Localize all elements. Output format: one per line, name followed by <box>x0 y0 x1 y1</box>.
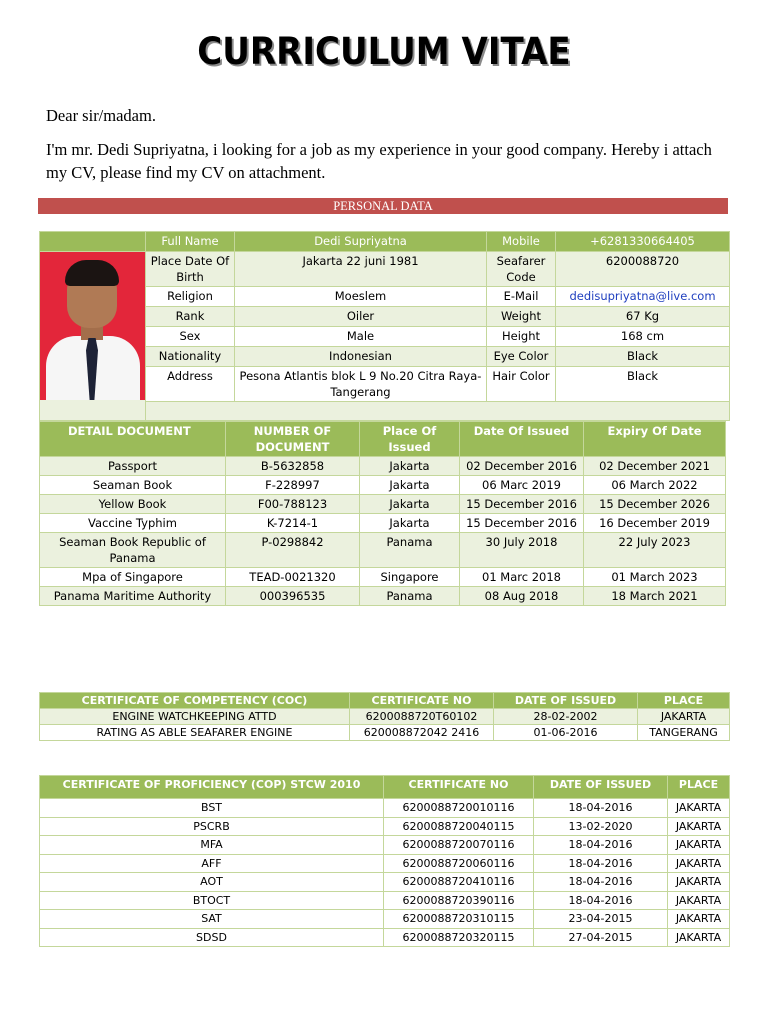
doc-expiry: 16 December 2019 <box>584 514 726 533</box>
table-row <box>40 587 726 606</box>
coc-header-date: DATE OF ISSUED <box>494 693 638 709</box>
doc-name: Seaman Book Republic of Panama <box>40 533 226 568</box>
table-row <box>40 709 730 725</box>
doc-header-detail: DETAIL DOCUMENT <box>40 422 226 457</box>
rank-label: Rank <box>146 307 235 327</box>
doc-place: Jakarta <box>360 495 460 514</box>
spacer-row <box>146 402 730 421</box>
cop-date: 18-04-2016 <box>534 836 668 855</box>
doc-header-place: Place Of Issued <box>360 422 460 457</box>
height-value: 168 cm <box>556 327 730 347</box>
seafarer-code-label: Seafarer Code <box>487 252 556 287</box>
doc-place: Panama <box>360 533 460 568</box>
doc-header-number: NUMBER OF DOCUMENT <box>226 422 360 457</box>
coc-header-number: CERTIFICATE NO <box>350 693 494 709</box>
doc-header-date: Date Of Issued <box>460 422 584 457</box>
cop-number: 6200088720070116 <box>384 836 534 855</box>
table-row <box>40 873 730 892</box>
coc-number: 620008872042 2416 <box>350 725 494 741</box>
address-label: Address <box>146 367 235 402</box>
cop-name: BTOCT <box>40 891 384 910</box>
cop-place: JAKARTA <box>668 928 730 947</box>
cop-place: JAKARTA <box>668 910 730 929</box>
cop-name: AFF <box>40 854 384 873</box>
doc-date: 01 Marc 2018 <box>460 568 584 587</box>
table-row <box>40 514 726 533</box>
cop-date: 18-04-2016 <box>534 854 668 873</box>
coc-place: TANGERANG <box>638 725 730 741</box>
cop-date: 18-04-2016 <box>534 873 668 892</box>
sex-value: Male <box>235 327 487 347</box>
doc-number: B-5632858 <box>226 457 360 476</box>
cop-name: SAT <box>40 910 384 929</box>
religion-value: Moeslem <box>235 287 487 307</box>
full-name-value: Dedi Supriyatna <box>235 232 487 252</box>
cop-header-name: CERTIFICATE OF PROFICIENCY (COP) STCW 2010 <box>40 776 384 799</box>
eye-color-label: Eye Color <box>487 347 556 367</box>
coc-date: 01-06-2016 <box>494 725 638 741</box>
cop-name: MFA <box>40 836 384 855</box>
doc-date: 06 Marc 2019 <box>460 476 584 495</box>
cop-name: SDSD <box>40 928 384 947</box>
coc-name: ENGINE WATCHKEEPING ATTD <box>40 709 350 725</box>
cop-name: BST <box>40 799 384 818</box>
full-name-label: Full Name <box>146 232 235 252</box>
cop-place: JAKARTA <box>668 891 730 910</box>
doc-name: Mpa of Singapore <box>40 568 226 587</box>
mobile-label: Mobile <box>487 232 556 252</box>
coc-name: RATING AS ABLE SEAFARER ENGINE <box>40 725 350 741</box>
cop-number: 6200088720060116 <box>384 854 534 873</box>
doc-place: Singapore <box>360 568 460 587</box>
cop-name: AOT <box>40 873 384 892</box>
email-label: E-Mail <box>487 287 556 307</box>
doc-header-expiry: Expiry Of Date <box>584 422 726 457</box>
table-row <box>40 457 726 476</box>
eye-color-value: Black <box>556 347 730 367</box>
doc-expiry: 02 December 2021 <box>584 457 726 476</box>
doc-name: Yellow Book <box>40 495 226 514</box>
address-value: Pesona Atlantis blok L 9 No.20 Citra Raya-Tangerang <box>235 367 487 402</box>
cop-place: JAKARTA <box>668 854 730 873</box>
hair-color-label: Hair Color <box>487 367 556 402</box>
birth-value: Jakarta 22 juni 1981 <box>235 252 487 287</box>
table-row <box>40 533 726 568</box>
coc-date: 28-02-2002 <box>494 709 638 725</box>
coc-place: JAKARTA <box>638 709 730 725</box>
cop-number: 6200088720310115 <box>384 910 534 929</box>
cop-number: 6200088720040115 <box>384 817 534 836</box>
nationality-label: Nationality <box>146 347 235 367</box>
table-row <box>40 495 726 514</box>
cop-header-number: CERTIFICATE NO <box>384 776 534 799</box>
doc-date: 30 July 2018 <box>460 533 584 568</box>
height-label: Height <box>487 327 556 347</box>
religion-label: Religion <box>146 287 235 307</box>
doc-name: Passport <box>40 457 226 476</box>
cop-header-place: PLACE <box>668 776 730 799</box>
cop-number: 6200088720320115 <box>384 928 534 947</box>
letter-intro: I'm mr. Dedi Supriyatna, i looking for a job as my experience in your good company. Hereby i attach my CV, please find my CV on attachment. <box>46 140 712 182</box>
doc-name: Seaman Book <box>40 476 226 495</box>
seafarer-code-value: 6200088720 <box>556 252 730 287</box>
doc-number: P-0298842 <box>226 533 360 568</box>
profile-photo <box>40 252 146 400</box>
page-title: CURRICULUM VITAE <box>197 30 571 73</box>
table-row <box>40 910 730 929</box>
sex-label: Sex <box>146 327 235 347</box>
doc-date: 02 December 2016 <box>460 457 584 476</box>
table-row <box>40 817 730 836</box>
cop-number: 6200088720010116 <box>384 799 534 818</box>
coc-number: 6200088720T60102 <box>350 709 494 725</box>
hair-color-value: Black <box>556 367 730 402</box>
mobile-value: +6281330664405 <box>556 232 730 252</box>
doc-number: F-228997 <box>226 476 360 495</box>
cop-number: 6200088720390116 <box>384 891 534 910</box>
documents-table <box>39 421 726 606</box>
coc-header-name: CERTIFICATE OF COMPETENCY (COC) <box>40 693 350 709</box>
cop-date: 18-04-2016 <box>534 891 668 910</box>
doc-expiry: 06 March 2022 <box>584 476 726 495</box>
doc-date: 15 December 2016 <box>460 514 584 533</box>
cop-date: 13-02-2020 <box>534 817 668 836</box>
table-row <box>40 799 730 818</box>
cop-table <box>39 775 730 947</box>
table-row <box>40 725 730 741</box>
photo-cell <box>40 252 146 421</box>
rank-value: Oiler <box>235 307 487 327</box>
photo-header-cell <box>40 232 146 252</box>
doc-date: 15 December 2016 <box>460 495 584 514</box>
table-row <box>40 854 730 873</box>
weight-label: Weight <box>487 307 556 327</box>
cop-place: JAKARTA <box>668 836 730 855</box>
cop-date: 18-04-2016 <box>534 799 668 818</box>
doc-expiry: 18 March 2021 <box>584 587 726 606</box>
table-row <box>40 836 730 855</box>
doc-expiry: 22 July 2023 <box>584 533 726 568</box>
personal-data-header: PERSONAL DATA <box>38 198 728 214</box>
table-row <box>40 568 726 587</box>
coc-header-place: PLACE <box>638 693 730 709</box>
birth-label: Place Date Of Birth <box>146 252 235 287</box>
weight-value: 67 Kg <box>556 307 730 327</box>
doc-expiry: 01 March 2023 <box>584 568 726 587</box>
nationality-value: Indonesian <box>235 347 487 367</box>
cop-date: 23-04-2015 <box>534 910 668 929</box>
doc-expiry: 15 December 2026 <box>584 495 726 514</box>
cop-header-date: DATE OF ISSUED <box>534 776 668 799</box>
doc-number: 000396535 <box>226 587 360 606</box>
coc-table <box>39 692 730 741</box>
doc-name: Panama Maritime Authority <box>40 587 226 606</box>
doc-number: K-7214-1 <box>226 514 360 533</box>
table-row <box>40 891 730 910</box>
doc-date: 08 Aug 2018 <box>460 587 584 606</box>
email-value[interactable]: dedisupriyatna@live.com <box>556 287 730 307</box>
doc-number: F00-788123 <box>226 495 360 514</box>
doc-place: Jakarta <box>360 476 460 495</box>
cop-date: 27-04-2015 <box>534 928 668 947</box>
doc-place: Jakarta <box>360 457 460 476</box>
table-row <box>40 476 726 495</box>
personal-data-table <box>39 231 730 421</box>
doc-place: Jakarta <box>360 514 460 533</box>
cop-name: PSCRB <box>40 817 384 836</box>
cop-number: 6200088720410116 <box>384 873 534 892</box>
cop-place: JAKARTA <box>668 817 730 836</box>
letter-greeting: Dear sir/madam. <box>46 106 156 125</box>
cop-place: JAKARTA <box>668 799 730 818</box>
doc-number: TEAD-0021320 <box>226 568 360 587</box>
doc-place: Panama <box>360 587 460 606</box>
cop-place: JAKARTA <box>668 873 730 892</box>
table-row <box>40 928 730 947</box>
doc-name: Vaccine Typhim <box>40 514 226 533</box>
